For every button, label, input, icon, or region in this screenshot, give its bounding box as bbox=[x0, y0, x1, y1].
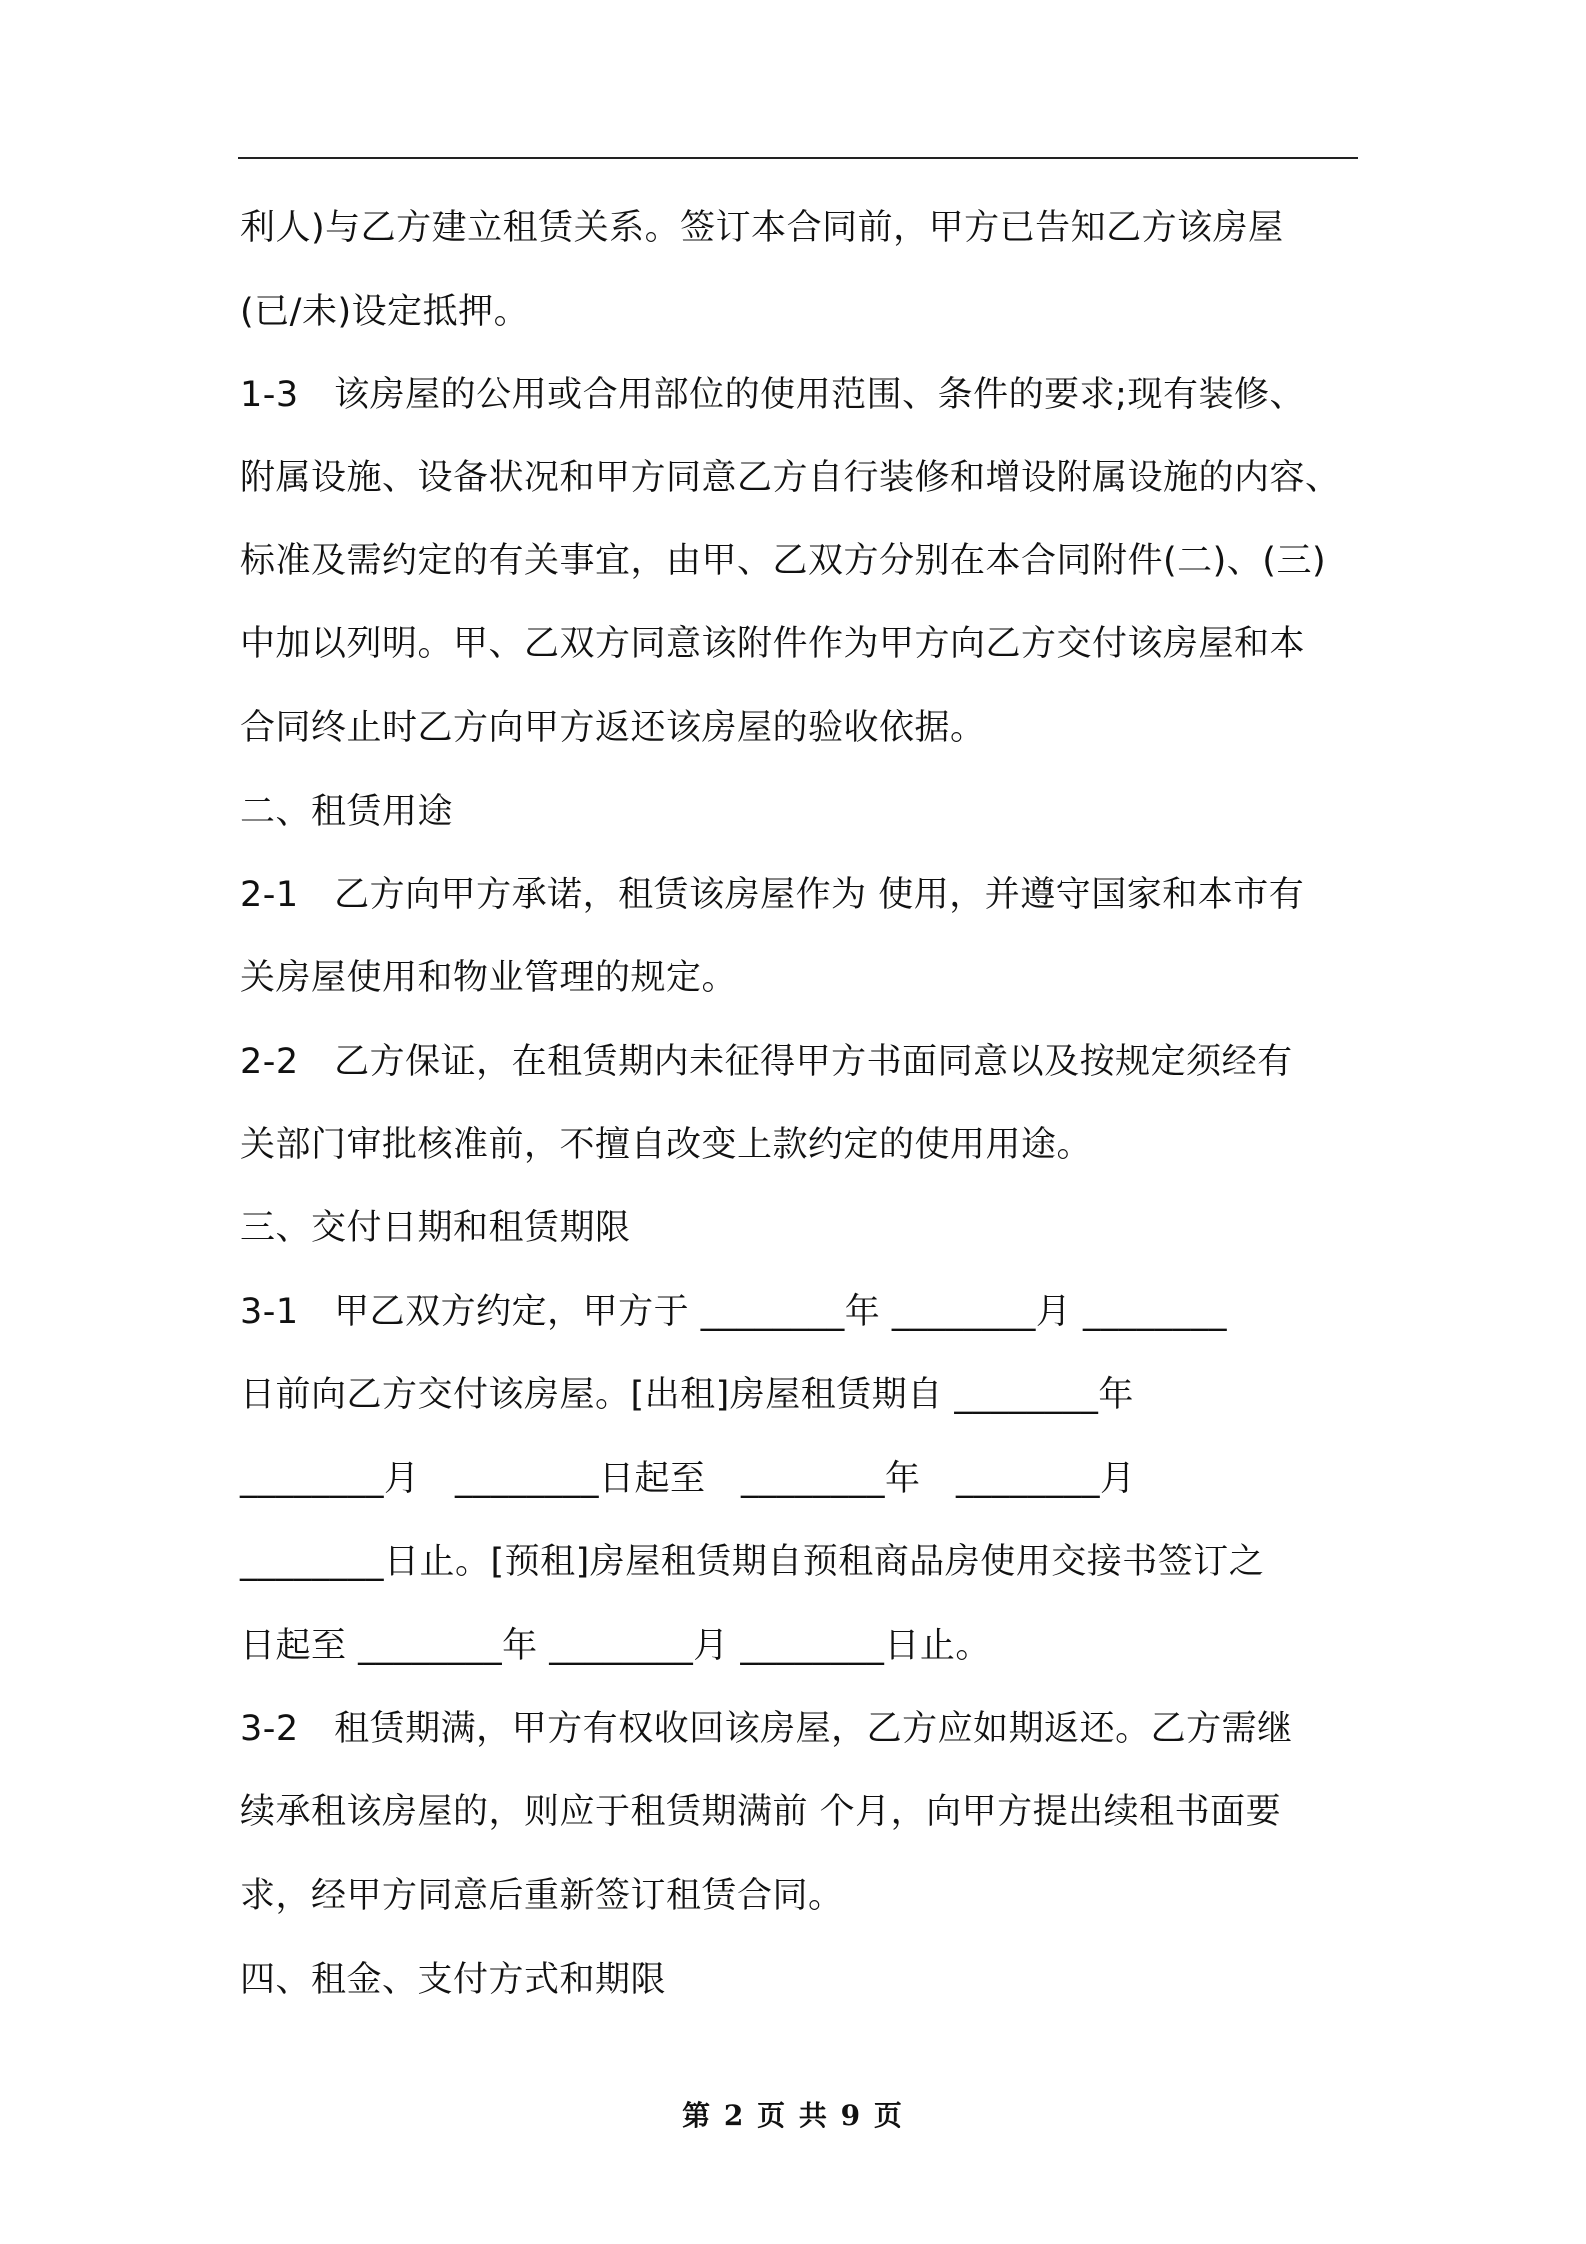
text-line: 求，经甲方同意后重新签订租赁合同。 bbox=[240, 1876, 844, 1916]
text-line: 利人)与乙方建立租赁关系。签订本合同前，甲方已告知乙方该房屋 bbox=[240, 208, 1284, 248]
section-heading: 四、租金、支付方式和期限 bbox=[240, 1960, 667, 2000]
clause-1-3: 1-3 该房屋的公用或合用部位的使用范围、条件的要求;现有装修、 bbox=[240, 375, 1305, 415]
section-heading: 三、交付日期和租赁期限 bbox=[240, 1208, 631, 1248]
text-line: 关房屋使用和物业管理的规定。 bbox=[240, 958, 738, 998]
clause-3-1: 3-1 甲乙双方约定，甲方于 ________年 ________月 ________ bbox=[240, 1292, 1228, 1332]
header-rule bbox=[238, 157, 1358, 159]
section-heading: 二、租赁用途 bbox=[240, 792, 454, 832]
text-line: ________日止。[预租]房屋租赁期自预租商品房使用交接书签订之 bbox=[240, 1542, 1265, 1582]
text-line: ________月 ________日起至 ________年 ________月 bbox=[240, 1459, 1136, 1499]
text-line: 合同终止时乙方向甲方返还该房屋的验收依据。 bbox=[240, 708, 986, 748]
text-line: 标准及需约定的有关事宜，由甲、乙双方分别在本合同附件(二)、(三) bbox=[240, 541, 1327, 581]
text-line: 附属设施、设备状况和甲方同意乙方自行装修和增设附属设施的内容、 bbox=[240, 458, 1341, 498]
text-line: 日前向乙方交付该房屋。[出租]房屋租赁期自 ________年 bbox=[240, 1375, 1134, 1415]
text-line: (已/未)设定抵押。 bbox=[240, 292, 530, 332]
clause-3-2: 3-2 租赁期满，甲方有权收回该房屋，乙方应如期返还。乙方需继 bbox=[240, 1709, 1293, 1749]
page-number: 第 2 页 共 9 页 bbox=[682, 2099, 904, 2132]
text-line: 中加以列明。甲、乙双方同意该附件作为甲方向乙方交付该房屋和本 bbox=[240, 624, 1306, 664]
clause-2-1: 2-1 乙方向甲方承诺，租赁该房屋作为 使用，并遵守国家和本市有 bbox=[240, 875, 1305, 915]
text-line: 日起至 ________年 ________月 ________日止。 bbox=[240, 1626, 991, 1666]
text-line: 关部门审批核准前，不擅自改变上款约定的使用用途。 bbox=[240, 1125, 1093, 1165]
clause-2-2: 2-2 乙方保证，在租赁期内未征得甲方书面同意以及按规定须经有 bbox=[240, 1042, 1293, 1082]
text-line: 续承租该房屋的，则应于租赁期满前 个月，向甲方提出续租书面要 bbox=[240, 1792, 1282, 1832]
